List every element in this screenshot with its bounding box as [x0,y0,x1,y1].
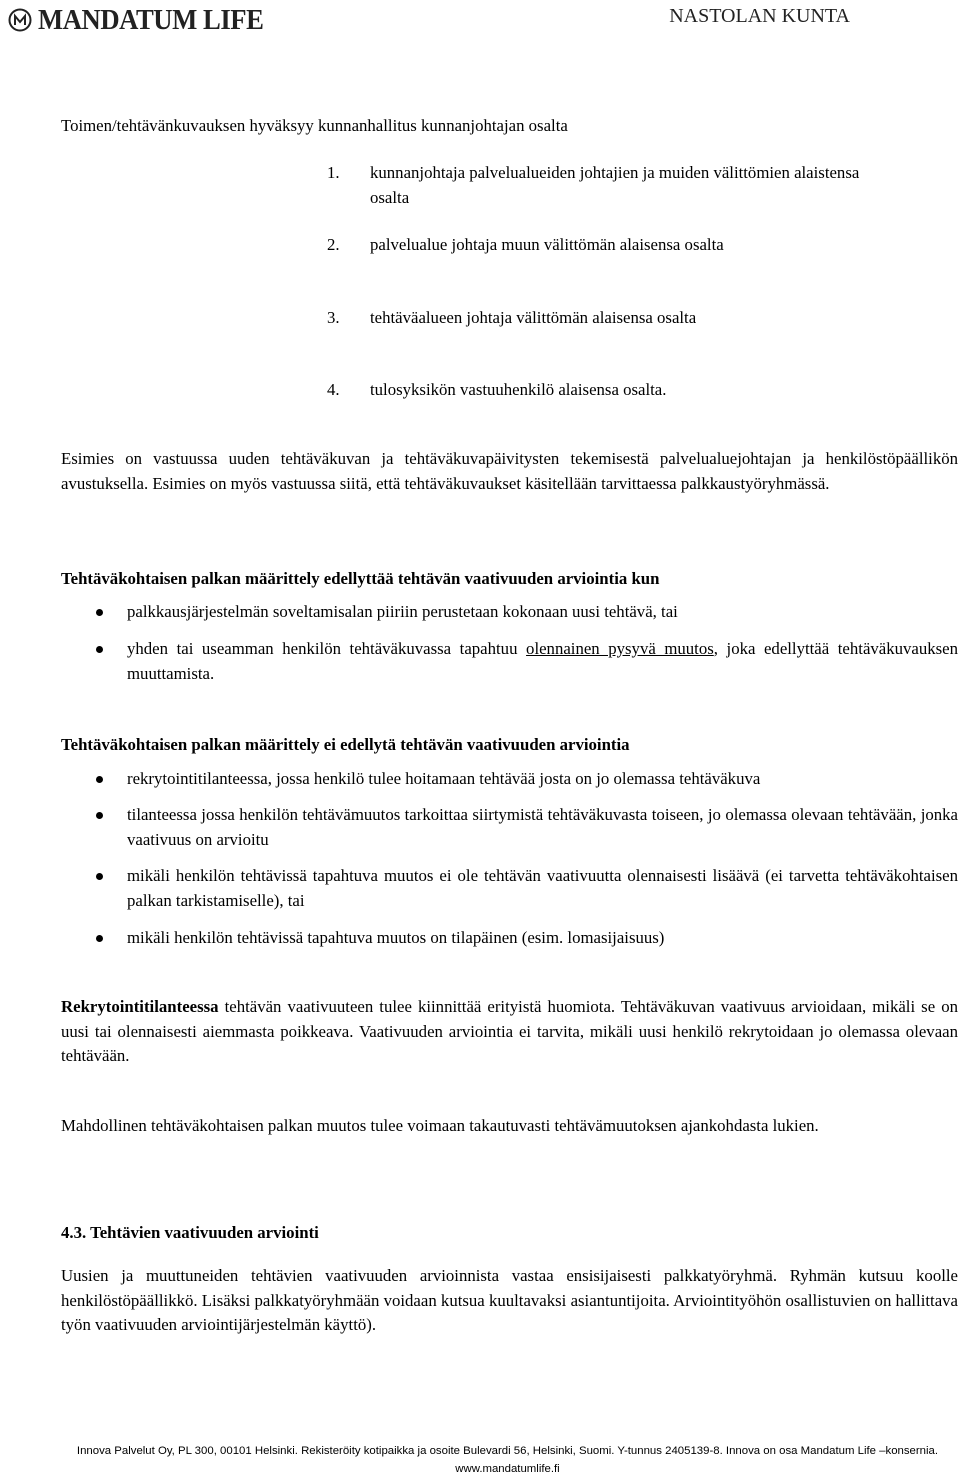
footer-address: Innova Palvelut Oy, PL 300, 00101 Helsinki. Rekisteröity kotipaikka ja osoite Bulevardi 56, Helsinki, Suomi. Y-tunnus 2405139-8. Innova on osa Mandatum Life –konsernia. [76,1445,939,1457]
bullet-text-part: yhden tai useamman henkilön tehtäväkuvassa tapahtuu [127,639,527,658]
bullet-icon [96,935,103,942]
bullet-icon [96,873,103,880]
bullet-text: mikäli henkilön tehtävissä tapahtuva muutos ei ole tehtävän vaativuutta olennaisesti lisäävä (ei tarvetta tehtäväkohtaisen palkan tarkistamiselle), tai [127,866,958,910]
list-text: kunnanjohtaja palvelualueiden johtajien ja muiden välittömien alaistensa osalta [370,163,860,207]
footer-website-link[interactable]: www.mandatumlife.fi [455,1463,560,1475]
section-heading: 4.3. Tehtävien vaativuuden arviointi [61,1223,319,1242]
company-logo [8,2,283,38]
bullet-icon [96,776,103,783]
mandatum-logo-icon [8,8,32,32]
bullet-text: palkkausjärjestelmän soveltamisalan piiriin perustetaan kokonaan uusi tehtävä, tai [127,602,678,621]
list-number: 4. [327,380,340,399]
esimies-paragraph: Esimies on vastuussa uuden tehtäväkuvan ja tehtäväkuvapäivitysten tekemisestä palvelualuejohtajan ja henkilöstöpäällikön avustuksella. Esimies on myös vastuussa siitä, että tehtäväkuvaukset käsitellään tarvittaessa palkkaustyöryhmässä. [61,449,958,493]
bullet-text: mikäli henkilön tehtävissä tapahtuva muutos on tilapäinen (esim. lomasijaisuus) [127,928,665,947]
underlined-phrase: olennainen pysyvä muutos [526,639,714,658]
list-text: tehtäväalueen johtaja välittömän alaisensa osalta [370,308,697,327]
rekrytointi-paragraph [61,995,958,1069]
list-text: tulosyksikön vastuuhenkilö alaisensa osalta. [370,380,667,399]
bullet-text: tilanteessa jossa henkilön tehtävämuutos tarkoittaa siirtymistä tehtäväkuvasta toiseen, jo olemassa olevaan tehtävään, jonka vaativuus on arvioitu [127,805,958,849]
bullet-text [127,637,958,686]
list-number: 3. [327,308,340,327]
bullet-icon [96,609,103,616]
bullet-text: rekrytointitilanteessa, jossa henkilö tulee hoitamaan tehtävää josta on jo olemassa tehtäväkuva [127,769,761,788]
section-heading: Tehtäväkohtaisen palkan määrittely ei edellytä tehtävän vaativuuden arviointia [61,735,630,754]
paragraph-text: tehtävän vaativuuteen tulee kiinnittää erityistä huomiota. Tehtäväkuvan vaativuus arvioidaan, mikäli se on uusi tai olennaisesti aiemmasta poikkeava. Vaativuuden arviointia ei tarvita, mikäli uusi henkilö rekrytoidaan jo olemassa olevaan tehtävään. [61,997,958,1065]
list-text: palvelualue johtaja muun välittömän alaisensa osalta [370,235,724,254]
bullet-icon [96,812,103,819]
takautuva-paragraph: Mahdollinen tehtäväkohtaisen palkan muutos tulee voimaan takautuvasti tehtävämuutoksen ajankohdasta lukien. [61,1116,819,1135]
bullet-icon [96,646,103,653]
section-paragraph: Uusien ja muuttuneiden tehtävien vaativuuden arvioinnista vastaa ensisijaisesti palkkatyöryhmä. Ryhmän kutsuu koolle henkilöstöpäällikkö. Lisäksi palkkatyöryhmään voidaan kutsua kuultavaksi asiantuntijoita. Arviointityöhön osallistuvien on hallittava työn vaativuuden arviointijärjestelmän käyttö). [61,1266,958,1334]
bold-term: Rekrytointitilanteessa [61,997,219,1016]
bullet-text-part: , joka edellyttää tehtäväkuvauksen muuttamista. [127,639,958,683]
organization-name: NASTOLAN KUNTA [669,5,850,27]
section-heading: Tehtäväkohtaisen palkan määrittely edellyttää tehtävän vaativuuden arviointia kun [61,569,660,588]
list-number: 1. [327,163,340,182]
list-number: 2. [327,235,340,254]
logo-text: MANDATUM LIFE [38,3,264,36]
intro-paragraph: Toimen/tehtävänkuvauksen hyväksyy kunnanhallitus kunnanjohtajan osalta [61,116,568,135]
